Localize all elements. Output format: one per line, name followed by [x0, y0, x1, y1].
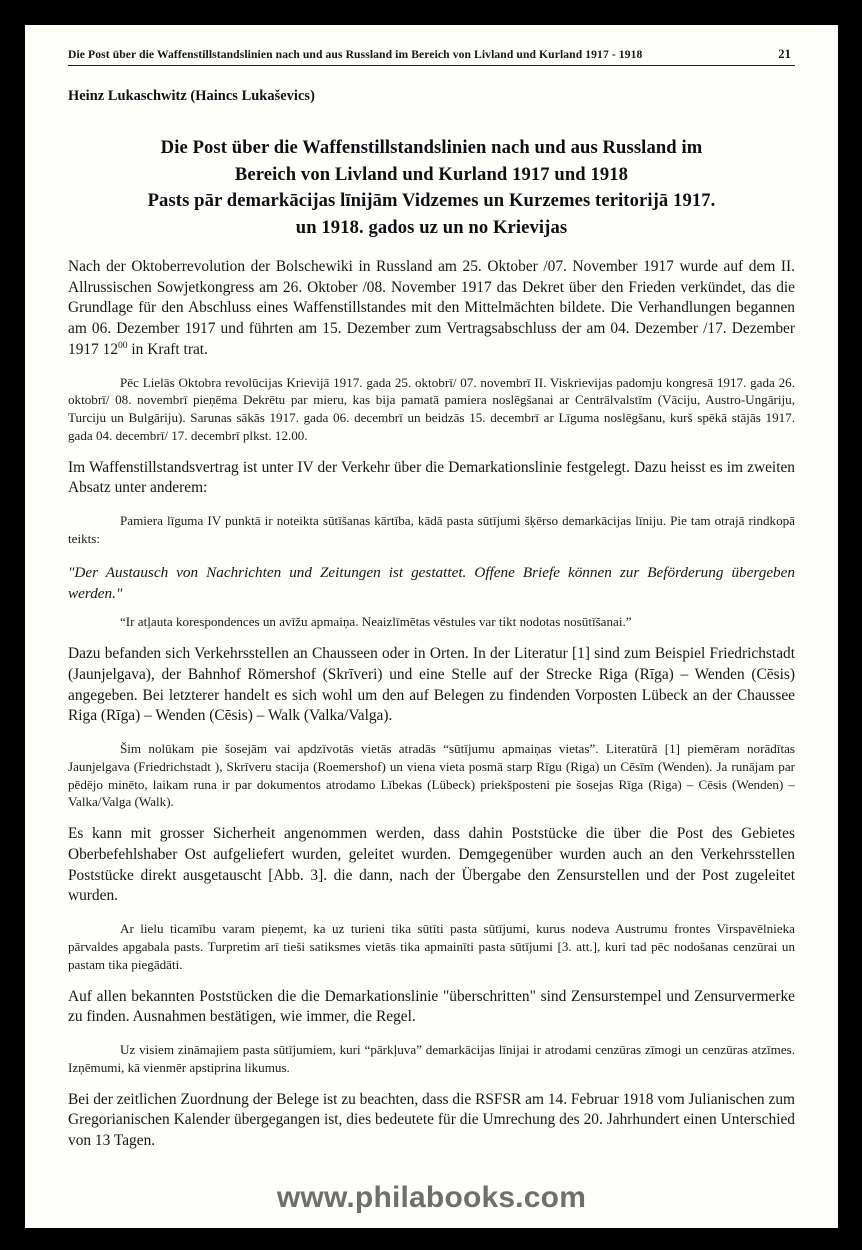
author-byline: Heinz Lukaschwitz (Haincs Lukaševics)	[68, 88, 315, 105]
paragraph-de-3: Dazu befanden sich Verkehrsstellen an Chausseen oder in Orten. In der Literatur [1] sind zum Beispiel Friedrichstadt (Jaunjelgava), der Bahnhof Römershof (Skrīveri) und eine Stelle auf der Strecke Riga (Rīga) – Wenden (Cēsis) angegeben. Bei letzterer handelt es sich wohl um den auf Belegen zu findenden Vorposten Lübeck an der Chaussee Riga (Rīga) – Wenden (Cēsis) – Walk (Valka/Valga).	[68, 645, 795, 725]
paragraph-de-5: Auf allen bekannten Poststücken die die Demarkationslinie "überschritten" sind Zensurstempel und Zensurvermerke zu finden. Ausnahmen bestätigen, wie immer, die Regel.	[68, 987, 795, 1026]
quote-latvian: “Ir atļauta korespondences un avīžu apmaiņa. Neaizlīmētas vēstules var tikt nodotas nosūtīšanai.”	[120, 614, 632, 630]
paragraph-lv-2: Pamiera līguma IV punktā ir noteikta sūtīšanas kārtība, kādā pasta sūtījumi šķērso demarkācijas līniju. Pie tam otrajā rindkopā teikts:	[68, 513, 795, 546]
title-line-3: Pasts pār demarkācijas līnijām Vidzemes un Kurzemes teritorijā 1917.	[147, 190, 716, 212]
paragraph-de-1-text-b: in Kraft trat.	[127, 340, 208, 358]
document-page	[25, 25, 838, 1228]
running-head	[68, 47, 795, 65]
title-line-4: un 1918. gados uz un no Krievijas	[295, 216, 568, 238]
paragraph-de-1-text-a: Nach der Oktoberrevolution der Bolschewiki in Russland am 25. Oktober /07. November 1917 wurde auf dem II. Allrussischen Sowjetkongress am 26. Oktober /08. November 1917 das Dekret über den Frieden verkündet, das die Grundlage für den Abschluss eines Waffenstillstandes mit den Mittelmächten bildete. Die Verhandlungen begannen am 06. Dezember 1917 und führten am 15. Dezember zum Vertragsabschluss der am 04. Dezember /17. Dezember 1917 12	[68, 257, 795, 358]
paragraph-de-2: Im Waffenstillstandsvertrag ist unter IV der Verkehr über die Demarkationslinie festgelegt. Dazu heisst es im zweiten Absatz unter anderem:	[68, 458, 795, 497]
paragraph-lv-5: Uz visiem zināmajiem pasta sūtījumiem, kuri “pārkļuva” demarkācijas līnijai ir atrodami cenzūras zīmogi un cenzūras atzīmes. Izņēmumi, kā vienmēr apstiprina likumus.	[68, 1041, 795, 1075]
title-line-2: Bereich von Livland und Kurland 1917 und 1918	[234, 163, 629, 185]
paragraph-de-6: Bei der zeitlichen Zuordnung der Belege ist zu beachten, dass die RSFSR am 14. Februar 1918 vom Julianischen zum Gregorianischen Kalender übergegangen ist, dies bedeutete für die Umrechung des 20. Jahrhundert einen Unterschied von 13 Tagen.	[68, 1090, 795, 1150]
page-content-area	[68, 47, 795, 1152]
paragraph-lv-3: Šim nolūkam pie šosejām vai apdzīvotās vietās atradās “sūtījumu apmaiņas vietas”. Literatūrā [1] piemēram norādītas Jaunjelgava (Friedrichstadt ), Skrīveru stacija (Roemershof) un viena vieta posmā starp Rīgu (Riga) un Cēsīm (Wenden). Ja runājam par pēdējo minēto, laikam runa ir par dokumentos atrodamo Lībekas (Lübeck) priekšposteni pie šosejas Rīga (Riga) – Cēsis (Wenden) – Valka/Valga (Walk).	[68, 741, 795, 810]
paragraph-lv-1: Pēc Lielās Oktobra revolūcijas Krievijā 1917. gada 25. oktobrī/ 07. novembrī II. Viskrievijas padomju kongresā 1917. gada 26. oktobrī/ 08. novembrī pieņēma Dekrētu par mieru, kas bija pamatā pamiera noslēgšanai ar Centrālvalstīm (Vāciju, Austro-Ungāriju, Turciju un Bulgāriju). Sarunas sākās 1917. gada 06. decembrī un beidzās 15. decembrī ar Līguma noslēgšanu, kurš spēkā stājās 1917. gada 04. decembrī/ 17. decembrī plkst. 12.00.	[68, 374, 795, 443]
page-number: 21	[778, 47, 791, 61]
time-superscript: 00	[118, 339, 128, 351]
quote-german: "Der Austausch von Nachrichten und Zeitungen ist gestattet. Offene Briefe können zur Beförderung übergeben werden."	[68, 563, 795, 602]
running-head-title: Die Post über die Waffenstillstandslinien nach und aus Russland im Bereich von Livland und Kurland 1917 - 1918	[68, 48, 643, 61]
title-line-1: Die Post über die Waffenstillstandslinien nach und aus Russland im	[160, 137, 703, 159]
header-rule	[68, 65, 795, 66]
article-title	[68, 135, 795, 241]
paragraph-lv-4: Ar lielu ticamību varam pieņemt, ka uz turieni tika sūtīti pasta sūtījumi, kurus nodeva Austrumu frontes Virspavēlnieka pārvaldes apgabala pasts. Turpretim arī tieši satiksmes vietās tika apmainīti pasta sūtījumi [3. att.], kuri tad pēc nodošanas cenzūrai un pastam tika piegādāti.	[68, 921, 795, 972]
watermark: www.philabooks.com	[276, 1181, 587, 1214]
paragraph-de-4: Es kann mit grosser Sicherheit angenommen werden, dass dahin Poststücke die über die Post des Gebietes Oberbefehlshaber Ost aufgeliefert wurden, geleitet wurden. Demgegenüber wurden auch an den Verkehrsstellen Poststücke direkt ausgetauscht [Abb. 3]. die dann, nach der Übergabe den Zensurstellen und der Post zugeleitet wurden.	[68, 825, 795, 905]
paragraph-de-1	[68, 257, 795, 361]
